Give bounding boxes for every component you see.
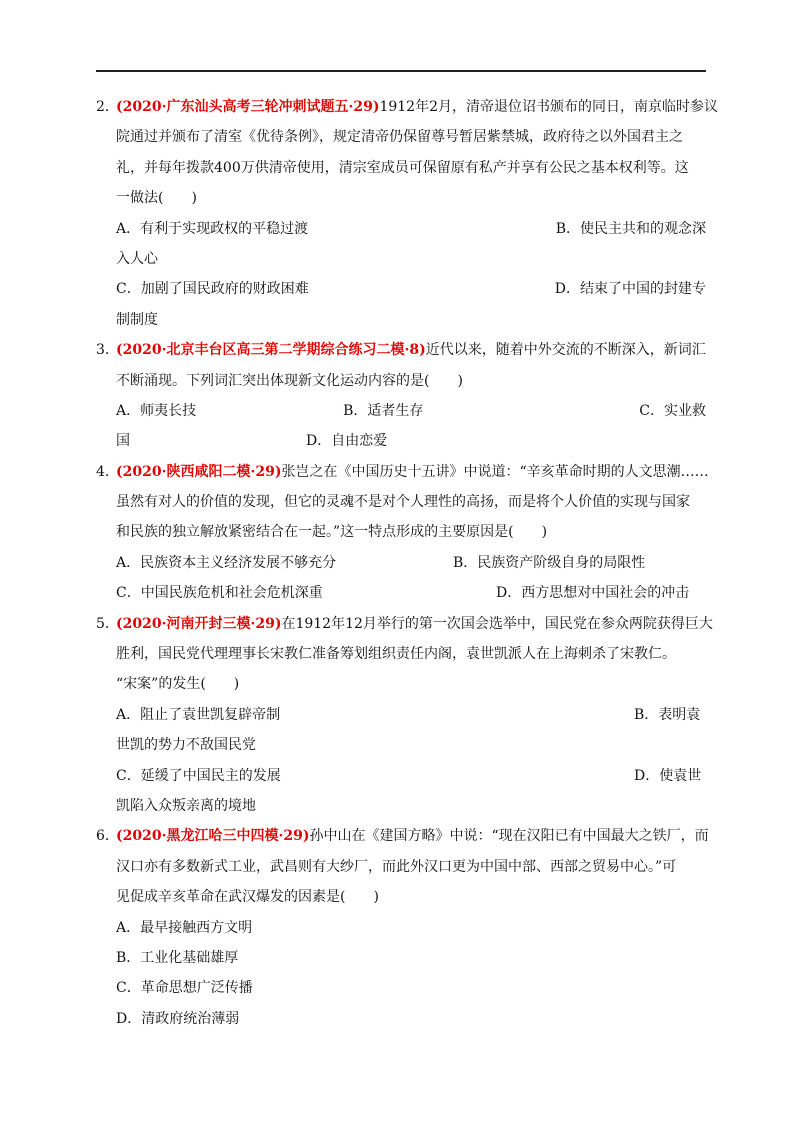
source-tag: (2020·黑龙江哈三中四模·29) xyxy=(116,828,310,845)
option-c[interactable]: C．延缓了中国民主的发展 xyxy=(116,767,281,784)
stem-line: 院通过并颁布了清室《优待条例》，规定清帝仍保留尊号暂居紫禁城，政府待之以外国君主之 xyxy=(116,129,683,146)
stem-line: 张岂之在《中国历史十五讲》中说道：“辛亥革命时期的人文思潮…… xyxy=(281,463,709,480)
option-b-continued: 世凯的势力不敌国民党 xyxy=(116,737,256,754)
stem-line: 礼，并每年拨款400万供清帝使用，清宗室成员可保留原有私产并享有公民之基本权利等。这 xyxy=(116,159,689,176)
source-tag: (2020·北京丰台区高三第二学期综合练习二模·8) xyxy=(116,342,426,359)
stem-line: 一做法( ) xyxy=(116,190,197,207)
question-2 xyxy=(96,92,718,335)
option-a[interactable]: A．师夷长技 xyxy=(116,402,197,419)
stem-line: 在1912年12月举行的第一次国会选举中，国民党在参众两院获得巨大 xyxy=(281,615,713,632)
stem-line: 不断涌现。下列词汇突出体现新文化运动内容的是( ) xyxy=(116,372,463,389)
option-a[interactable]: A．阻止了袁世凯复辟帝制 xyxy=(116,706,281,723)
option-c[interactable]: C．实业救 xyxy=(639,402,706,419)
question-number: 6． xyxy=(96,828,119,845)
stem-line: 汉口亦有多数新式工业，武昌则有大纱厂，而此外汉口更为中国中部、西部之贸易中心。”可 xyxy=(116,858,677,875)
option-d-continued: 凯陷入众叛亲离的境地 xyxy=(116,797,256,814)
option-b[interactable]: B．使民主共和的观念深 xyxy=(555,220,706,237)
stem-line: 1912年2月，清帝退位诏书颁布的同日，南京临时参议 xyxy=(379,99,718,115)
option-d[interactable]: D．清政府统治薄弱 xyxy=(116,1010,240,1027)
question-number: 4． xyxy=(96,463,119,480)
stem-line: 孙中山在《建国方略》中说：“现在汉阳已有中国最大之铁厂，而 xyxy=(309,828,709,845)
option-a[interactable]: A．有利于实现政权的平稳过渡 xyxy=(116,220,309,237)
stem-line: 和民族的独立解放紧密结合在一起。”这一特点形成的主要原因是( ) xyxy=(116,524,548,541)
question-number: 5． xyxy=(96,615,119,632)
option-a[interactable]: A．最早接触西方文明 xyxy=(116,919,253,936)
question-3 xyxy=(96,335,706,457)
source-tag: (2020·陕西咸阳二模·29) xyxy=(116,463,282,480)
stem-line: 见促成辛亥革命在武汉爆发的因素是( ) xyxy=(116,889,379,906)
source-tag: (2020·广东汕头高考三轮冲刺试题五·29) xyxy=(116,99,380,115)
option-d[interactable]: D．使袁世 xyxy=(634,767,702,784)
source-tag: (2020·河南开封三模·29) xyxy=(116,615,282,632)
option-b[interactable]: B．工业化基础雄厚 xyxy=(116,949,239,966)
question-number: 2． xyxy=(96,99,119,115)
option-d-continued: 制制度 xyxy=(116,311,158,328)
question-number: 3． xyxy=(96,342,119,359)
stem-line: 近代以来，随着中外交流的不断深入，新词汇 xyxy=(425,342,706,359)
question-6 xyxy=(96,821,709,1034)
option-d[interactable]: D．结束了中国的封建专 xyxy=(554,281,706,298)
option-d[interactable]: D．自由恋爱 xyxy=(306,433,388,450)
header-rule xyxy=(96,70,706,72)
option-a[interactable]: A．民族资本主义经济发展不够充分 xyxy=(116,554,337,571)
stem-line: 胜利，国民党代理理事长宋教仁准备筹划组织责任内阁，袁世凯派人在上海刺杀了宋教仁。 xyxy=(116,646,676,663)
option-b-continued: 入人心 xyxy=(116,250,158,267)
question-4 xyxy=(96,457,709,609)
option-c[interactable]: C．革命思想广泛传播 xyxy=(116,980,253,997)
option-d[interactable]: D．西方思想对中国社会的冲击 xyxy=(496,585,690,602)
option-b[interactable]: B．适者生存 xyxy=(343,402,424,419)
stem-line: 虽然有对人的价值的发现，但它的灵魂不是对个人理性的高扬，而是将个人价值的实现与国家 xyxy=(116,494,690,511)
option-b[interactable]: B．民族资产阶级自身的局限性 xyxy=(453,554,646,571)
stem-line: “宋案”的发生( ) xyxy=(116,676,240,693)
option-c[interactable]: C．加剧了国民政府的财政困难 xyxy=(116,281,309,298)
question-list xyxy=(96,92,718,1034)
option-c[interactable]: C．中国民族危机和社会危机深重 xyxy=(116,585,323,602)
option-c-continued: 国 xyxy=(116,433,130,450)
question-5 xyxy=(96,609,713,822)
option-b[interactable]: B．表明袁 xyxy=(634,706,701,723)
